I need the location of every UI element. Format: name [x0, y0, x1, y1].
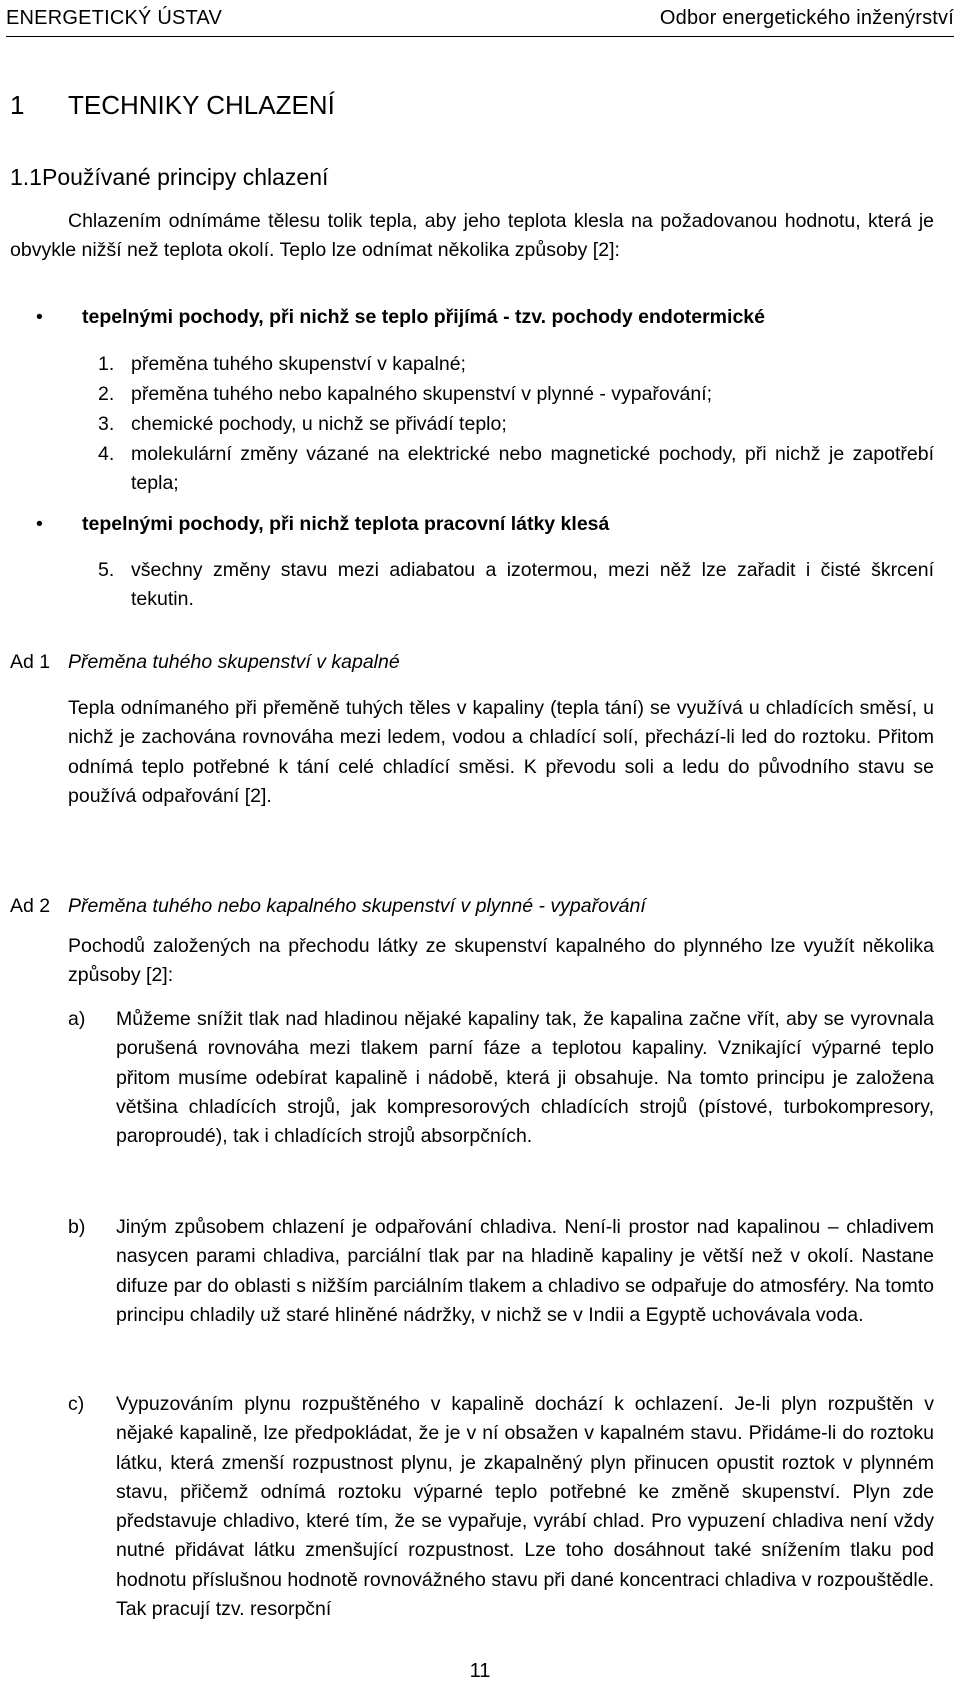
list-item — [98, 380, 934, 409]
list-item-number: 2. — [98, 383, 115, 405]
bullet-dot-icon: • — [36, 513, 43, 535]
ad1-paragraph: Tepla odnímaného při přeměně tuhých těles v kapaliny (tepla tání) se využívá u chladících směsí, u nichž je zachována rovnováha mezi ledem, vodou a chladící solí, přechází-li led do roztoku. Přitom odnímá teplo potřebné k tání celé chladící směsi. K převodu soli a ledu do původního stavu se používá odpařování [2]. — [68, 697, 934, 807]
chapter-number: 1 — [10, 90, 25, 120]
ad2-paragraph: Pochodů založených na přechodu látky ze skupenství kapalného do plynného lze využít několika způsoby [2]: — [68, 935, 934, 987]
lettered-item-marker: a) — [68, 1008, 86, 1030]
chapter-heading — [10, 86, 335, 125]
ad1-label: Ad 1 — [10, 651, 51, 673]
page-number: 11 — [469, 1660, 491, 1682]
lettered-item-text: Vypuzováním plynu rozpuštěného v kapalině dochází k ochlazení. Je-li plyn rozpuštěn v nějaké kapalině, lze předpokládat, že je v ní obsažen v kapalném stavu. Přidáme-li do roztoku látku, která zmenší rozpustnost plynu, je zkapalněný plyn přinucen opustit roztok v plynném stavu, přičemž odnímá roztoku výparné teplo potřebné ke změně skupenství. Plyn zde představuje chladivo, které tím, že se vypařuje, vyrábí chlad. Pro vypuzení chladiva není vždy nutné přidávat látku zmenšující rozpustnost. Lze toho dosáhnout také snížením tlaku pod hodnotu příslušnou hodnotě rovnovážného stavu při dané koncentraci chladiva v rozpouštědle. Tak pracují tzv. resorpční — [116, 1393, 934, 1620]
ad2-title: Přeměna tuhého nebo kapalného skupenství v plynné - vypařování — [68, 895, 646, 917]
ad2-label: Ad 2 — [10, 895, 51, 917]
intro-text: Chlazením odnímáme tělesu tolik tepla, aby jeho teplota klesla na požadovanou hodnotu, která je obvykle nižší než teplota okolí. Teplo lze odnímat několika způsoby [2]: — [10, 210, 934, 262]
section-heading — [10, 160, 328, 195]
bullet-text: tepelnými pochody, při nichž se teplo přijímá - tzv. pochody endotermické — [82, 306, 765, 328]
ad1-title: Přeměna tuhého skupenství v kapalné — [68, 651, 400, 673]
intro-paragraph — [10, 207, 934, 266]
ad1-heading — [10, 648, 400, 677]
list-item-text: přeměna tuhého nebo kapalného skupenství v plynné - vypařování; — [131, 383, 713, 405]
page-header — [6, 0, 954, 37]
list-item-number: 1. — [98, 353, 115, 375]
bullet-text: tepelnými pochody, při nichž teplota pracovní látky klesá — [82, 513, 610, 535]
list-item-text: molekulární změny vázané na elektrické nebo magnetické pochody, při nichž je zapotřebí tepla; — [131, 443, 934, 495]
chapter-title: TECHNIKY CHLAZENÍ — [68, 90, 335, 120]
header-left: ENERGETICKÝ ÚSTAV — [6, 7, 223, 29]
lettered-item-text: Můžeme snížit tlak nad hladinou nějaké kapaliny tak, že kapalina začne vřít, aby se vyrovnala porušená rovnováha mezi tlakem parní fáze a teplotou kapaliny. Vznikající výparné teplo přitom musíme odebírat kapalině i nádobě, která ji obsahuje. Na tomto principu je založena většina chladících strojů, jak kompresorových chladících strojů (pístové, turbokompresory, paroproudé), tak i chladících strojů absorpčních. — [116, 1008, 934, 1147]
ad2-heading — [10, 892, 646, 921]
list-item-text: všechny změny stavu mezi adiabatou a izotermou, mezi něž lze zařadit i čisté škrcení tekutin. — [131, 559, 934, 611]
list-item-number: 4. — [98, 443, 115, 465]
section-number: 1.1 — [10, 164, 42, 190]
lettered-item — [68, 1390, 934, 1624]
list-item-text: přeměna tuhého skupenství v kapalné; — [131, 353, 466, 375]
lettered-item — [68, 1213, 934, 1330]
lettered-item-marker: b) — [68, 1216, 86, 1238]
lettered-item-text: Jiným způsobem chlazení je odpařování chladiva. Není-li prostor nad kapalinou – chladivem nasycen parami chladiva, parciální tlak par na hladině kapaliny je větší než v okolí. Nastane difuze par do oblasti s nižším parciálním tlakem a chladivo se odpařuje do atmosféry. Na tomto principu chladily už staré hliněné nádržky, v nichž se v Indii a Egyptě uchovávala voda. — [116, 1216, 934, 1326]
list-item — [98, 440, 934, 499]
lettered-item-marker: c) — [68, 1393, 85, 1415]
bullet-dot-icon: • — [36, 306, 43, 328]
header-right: Odbor energetického inženýrství — [659, 7, 954, 29]
lettered-item — [68, 1005, 934, 1151]
list-item — [98, 350, 934, 379]
section-title: Používané principy chlazení — [42, 164, 329, 190]
list-item — [98, 556, 934, 615]
list-item-text: chemické pochody, u nichž se přivádí teplo; — [131, 413, 507, 435]
list-item-number: 5. — [98, 559, 115, 581]
list-item — [98, 410, 934, 439]
list-item-number: 3. — [98, 413, 115, 435]
